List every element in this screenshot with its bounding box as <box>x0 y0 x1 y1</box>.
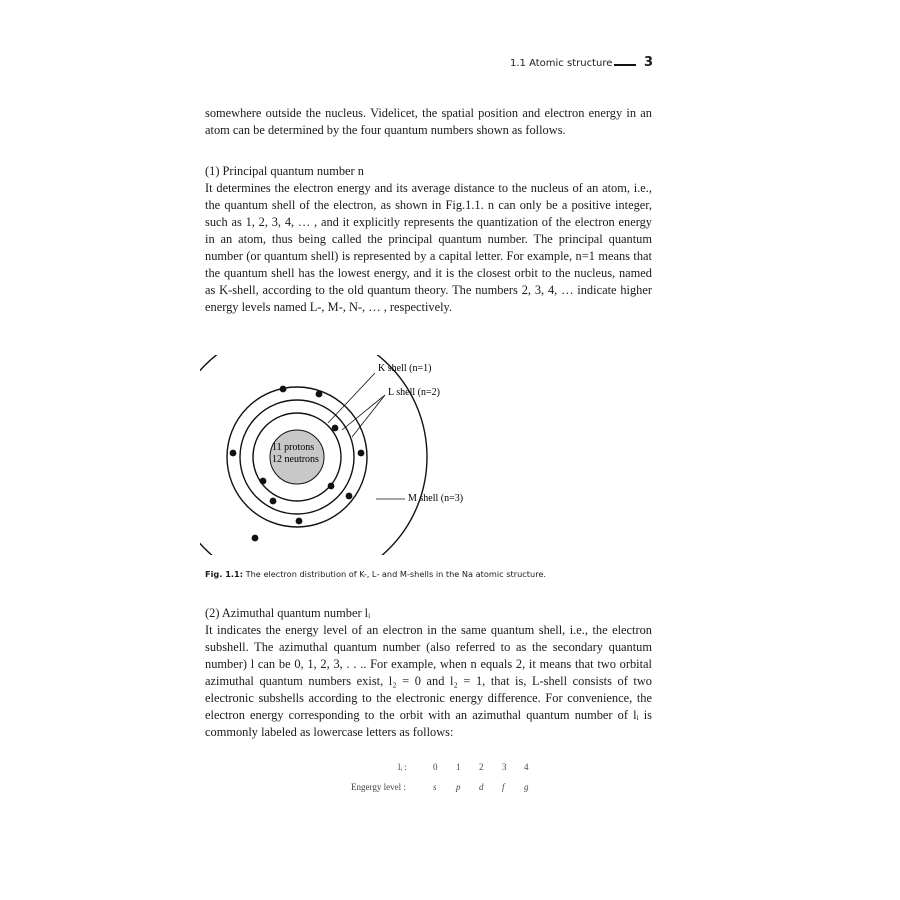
azimuthal-section <box>205 605 652 741</box>
value-cell: 0 <box>433 762 438 772</box>
electron <box>252 535 259 542</box>
letter-cell: p <box>456 782 461 792</box>
section-title: 1.1 Atomic structure <box>510 58 613 69</box>
m-shell-label: M shell (n=3) <box>408 493 464 504</box>
letter-cell: d <box>479 782 484 792</box>
value-cell: 2 <box>479 762 484 772</box>
electron <box>316 391 323 398</box>
azimuthal-text: It indicates the energy level of an electron in the same quantum shell, i.e., the electron subshell. The azimuthal quantum number (also referred to as the secondary quantum number) l can be 0, 1, 2, 3, . . .. For example, when n equals 2, it means that two orbital azimuthal quantum numbers exist, l₂ = 0 and l₂ = 1, that is, L-shell consists of two electronic subshells according to the electronic energy difference. For convenience, the electron energy corresponding to the orbit with an azimuthal quantum number of lᵢ is commonly labeled as lowercase letters as follows: <box>205 623 652 739</box>
header-rule <box>614 64 636 66</box>
l-shell-leader-1 <box>342 395 385 430</box>
azimuthal-heading: (2) Azimuthal quantum number lᵢ <box>205 606 371 620</box>
letter-cell: f <box>502 782 505 792</box>
row1-label: lᵢ : <box>398 762 407 772</box>
nucleus-protons: 11 protons <box>272 442 315 453</box>
k-shell-label: K shell (n=1) <box>378 363 432 374</box>
electron <box>346 493 353 500</box>
l-shell-leader-2 <box>352 395 385 437</box>
letter-cell: s <box>433 782 437 792</box>
page-number: 3 <box>644 55 654 70</box>
value-cell: 4 <box>524 762 529 772</box>
electron <box>332 425 339 432</box>
electron <box>260 478 267 485</box>
intro-paragraph <box>205 105 652 139</box>
electron <box>358 450 365 457</box>
principal-text: It determines the electron energy and its average distance to the nucleus of an atom, i.e., the quantum shell of the electron, as shown in Fig.1.1. n can only be a positive integer, such as 1, 2, 3, 4, … , and it explicitly represents the quantization of the electron energy in an atom, thus being called the principal quantum number. The principal quantum number (or quantum shell) is represented by a capital letter. For example, n=1 means that the quantum shell has the lowest energy, and it is the closest orbit to the nucleus, named as K-shell, according to the old quantum theory. The numbers 2, 3, 4, … indicate higher energy levels named L-, M-, N-, … , respectively. <box>205 181 652 314</box>
letter-cell: g <box>524 782 529 792</box>
l-shell-label: L shell (n=2) <box>388 387 440 398</box>
value-cell: 3 <box>502 762 507 772</box>
electron <box>270 498 277 505</box>
principal-heading: (1) Principal quantum number n <box>205 164 364 178</box>
electron <box>230 450 237 457</box>
running-header <box>510 56 660 72</box>
caption-label: Fig. 1.1: <box>205 569 243 579</box>
principal-section <box>205 163 652 316</box>
figure-caption <box>205 569 546 579</box>
value-cell: 1 <box>456 762 461 772</box>
electron <box>296 518 303 525</box>
electron <box>328 483 335 490</box>
intro-text: somewhere outside the nucleus. Videlicet, the spatial position and electron energy in an atom can be determined by the four quantum numbers shown as follows. <box>205 106 652 137</box>
caption-text: The electron distribution of K-, L- and M-shells in the Na atomic structure. <box>245 569 547 579</box>
row2-label: Engergy level : <box>351 782 406 792</box>
atom-diagram <box>200 355 500 555</box>
nucleus-neutrons: 12 neutrons <box>272 454 319 465</box>
energy-level-table <box>340 760 550 800</box>
electron <box>280 386 287 393</box>
